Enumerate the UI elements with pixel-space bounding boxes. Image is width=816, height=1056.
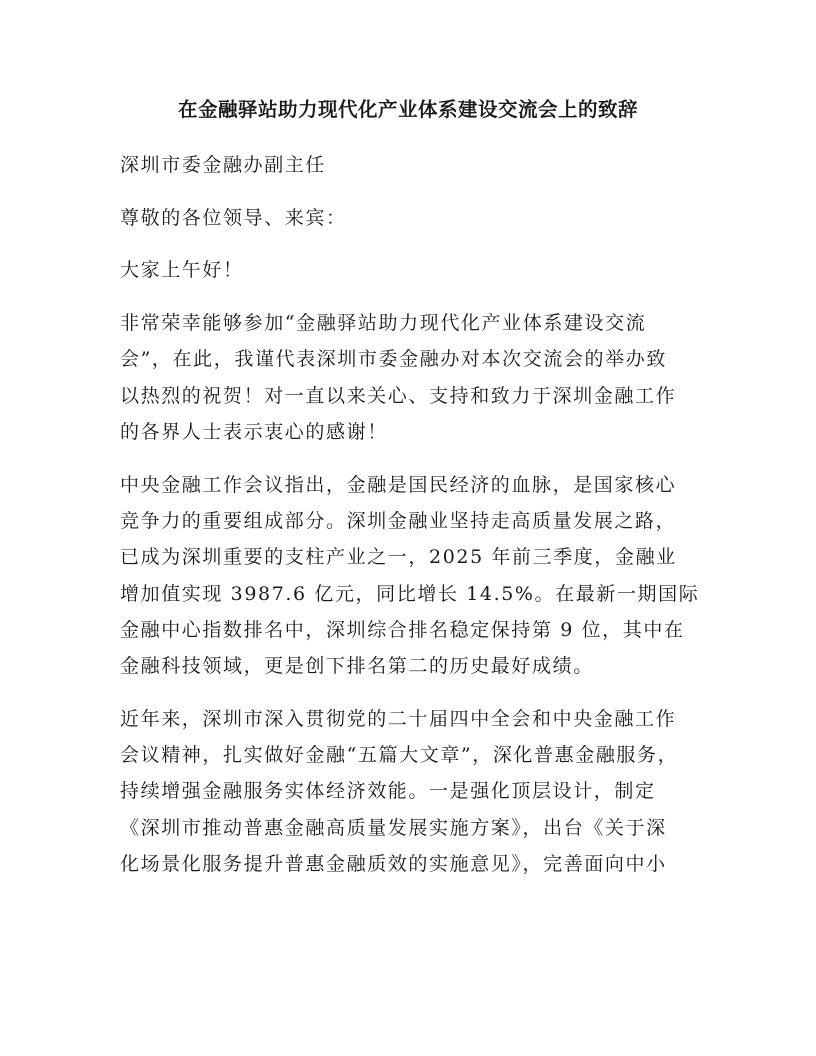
text-line: 金融科技领域，更是创下排名第二的历史最好成绩。 xyxy=(120,655,594,678)
text-line: 中央金融工作会议指出，金融是国民经济的血脉，是国家核心 xyxy=(120,473,677,496)
text-line: 深圳市委金融办副主任 xyxy=(120,154,327,176)
text-line: 尊敬的各位领导、来宾： xyxy=(120,206,347,229)
paragraph-opening xyxy=(120,305,710,450)
salutation xyxy=(120,200,710,236)
document-body xyxy=(120,147,710,899)
text-line: 持续增强金融服务实体经济效能。一是强化顶层设计，制定 xyxy=(120,780,656,803)
text-line: 竞争力的重要组成部分。深圳金融业坚持走高质量发展之路， xyxy=(120,509,677,532)
text-line: 大家上午好！ xyxy=(120,259,244,282)
text-line: 《深圳市推动普惠金融高质量发展实施方案》，出台《关于深 xyxy=(120,816,667,839)
text-line: 金融中心指数排名中，深圳综合排名稳定保持第 9 位，其中在 xyxy=(120,618,685,641)
text-line: 化场景化服务提升普惠金融质效的实施意见》，完善面向中小 xyxy=(120,853,667,875)
greeting xyxy=(120,252,710,288)
author-line xyxy=(120,147,710,183)
text-line: 非常荣幸能够参加“金融驿站助力现代化产业体系建设交流 xyxy=(120,312,647,335)
paragraph-financial-overview xyxy=(120,467,710,685)
text-line: 以热烈的祝贺！对一直以来关心、支持和致力于深圳金融工作 xyxy=(120,384,677,407)
text-line: 增加值实现 3987.6 亿元，同比增长 14.5%。在最新一期国际 xyxy=(120,582,700,605)
text-line: 的各界人士表示衷心的感谢！ xyxy=(120,420,388,443)
text-line: 近年来，深圳市深入贯彻党的二十届四中全会和中央金融工作 xyxy=(120,707,677,730)
text-line: 会”，在此，我谨代表深圳市委金融办对本次交流会的举办致 xyxy=(120,348,667,371)
text-line: 会议精神，扎实做好金融“五篇大文章”，深化普惠金融服务， xyxy=(120,744,679,767)
text-line: 已成为深圳重要的支柱产业之一，2025 年前三季度，金融业 xyxy=(120,546,677,569)
document-title: 在金融驿站助力现代化产业体系建设交流会上的致辞 xyxy=(177,98,638,121)
paragraph-recent-work xyxy=(120,701,710,882)
